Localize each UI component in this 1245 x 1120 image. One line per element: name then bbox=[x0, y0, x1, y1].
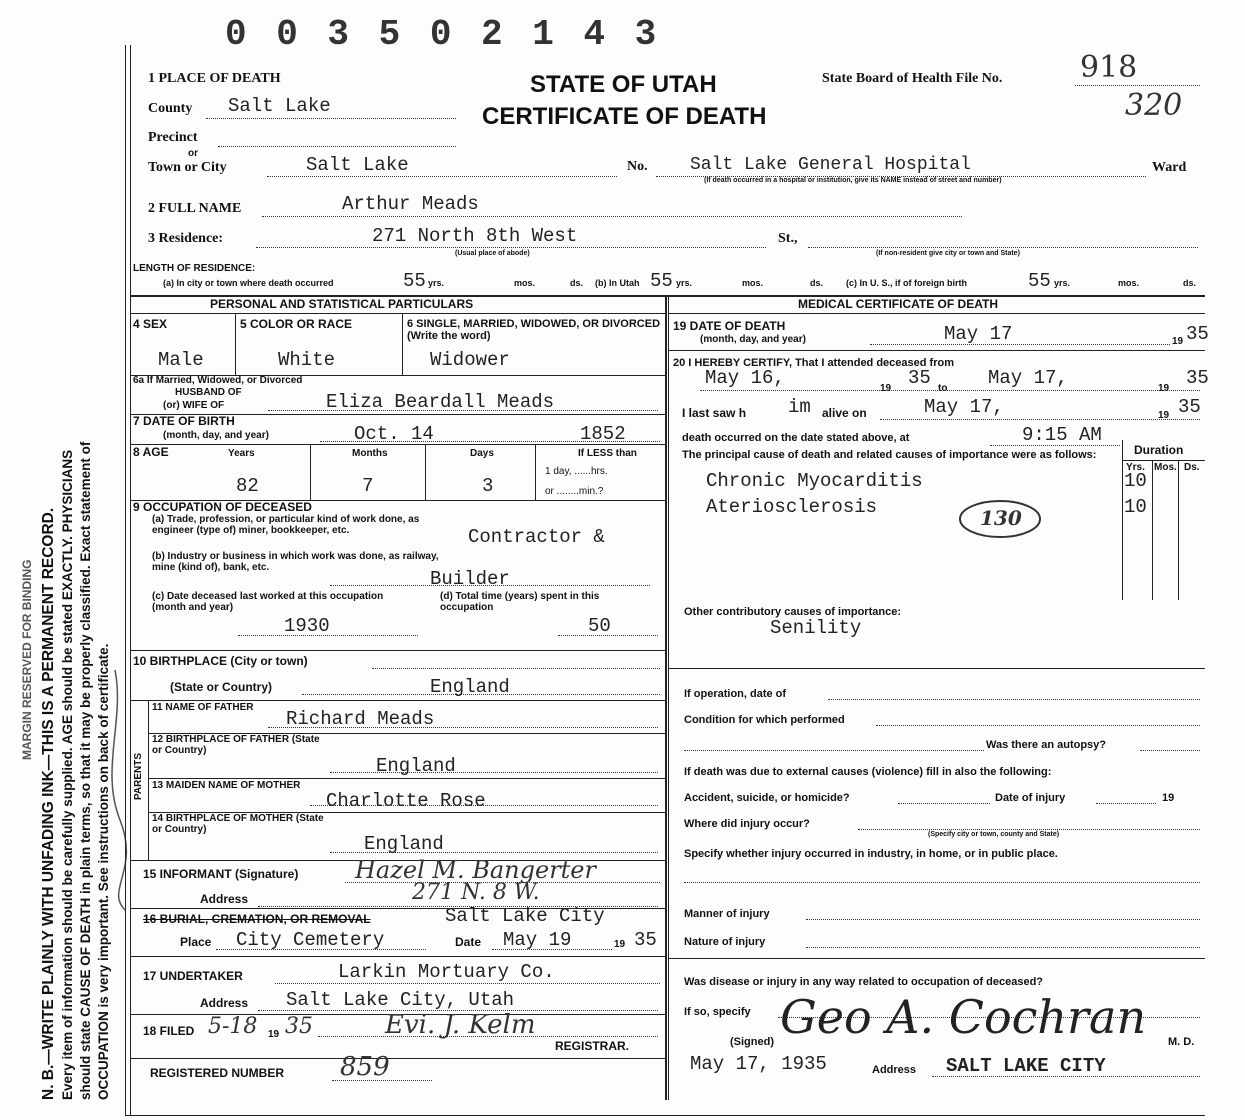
condition-label: Condition for which performed bbox=[684, 714, 845, 726]
last-saw-year: 35 bbox=[1178, 396, 1201, 418]
dod-year-value: 35 bbox=[1186, 323, 1209, 345]
filed-date: 5-18 bbox=[208, 1014, 258, 1039]
burial-label: 16 BURIAL, CREMATION, OR REMOVAL bbox=[143, 912, 371, 926]
age-years: 82 bbox=[236, 475, 259, 497]
informant-address-label: Address bbox=[200, 892, 249, 906]
occ-a-label: (a) Trade, profession, or particular kind of work done, as engineer (type of) miner, bookkeeper, etc. bbox=[152, 514, 420, 536]
attended-to-year: 35 bbox=[1186, 367, 1209, 389]
serial-number: 0 0 3 5 0 2 1 4 3 bbox=[225, 14, 661, 55]
duration-mos-label: Mos. bbox=[1154, 462, 1177, 473]
spouse-label-2: HUSBAND OF bbox=[175, 387, 242, 398]
occ-d-value: 50 bbox=[588, 615, 611, 637]
to-label: to bbox=[938, 383, 948, 394]
age-years-label: Years bbox=[228, 448, 255, 459]
or-label: or bbox=[188, 148, 198, 159]
county-label: County bbox=[148, 101, 193, 116]
occ-d-label: (d) Total time (years) spent in this occupation bbox=[440, 591, 600, 613]
residence-value: 271 North 8th West bbox=[372, 225, 578, 247]
less-than-label: If LESS than bbox=[578, 448, 637, 459]
occ-b-value: Builder bbox=[430, 568, 510, 590]
father-birthplace-label: 12 BIRTHPLACE OF FATHER (State or Country) bbox=[152, 734, 320, 756]
cause-1: Chronic Myocarditis bbox=[706, 470, 923, 492]
state-country-label: (State or Country) bbox=[170, 680, 272, 694]
burial-date-value: May 19 bbox=[503, 929, 572, 951]
autopsy-label: Was there an autopsy? bbox=[986, 739, 1107, 751]
last-saw-him: im bbox=[788, 396, 811, 418]
age-days: 3 bbox=[482, 475, 494, 497]
age-days-label: Days bbox=[470, 448, 494, 459]
death-time: 9:15 AM bbox=[1022, 424, 1102, 446]
hrs-label: 1 day, ......hrs. bbox=[545, 466, 608, 477]
date-of-death-sublabel: (month, day, and year) bbox=[700, 334, 806, 345]
marital-value: Widower bbox=[430, 349, 510, 371]
last-saw-date: May 17, bbox=[924, 396, 1004, 418]
burial-year-value: 35 bbox=[634, 929, 657, 951]
color-value: White bbox=[278, 349, 336, 371]
date-of-death-label: 19 DATE OF DEATH bbox=[673, 319, 786, 333]
certify-label: 20 I HEREBY CERTIFY, That I attended deceased from bbox=[673, 357, 954, 369]
disease-related-label: Was disease or injury in any way related to occupation of deceased? bbox=[684, 976, 1044, 988]
cause-code: 130 bbox=[980, 506, 1022, 530]
file-number: 918 bbox=[1080, 50, 1138, 85]
attended-from-year: 35 bbox=[908, 367, 931, 389]
signed-date: May 17, 1935 bbox=[690, 1053, 827, 1075]
margin-notes bbox=[0, 0, 125, 1120]
dob-year: 1852 bbox=[580, 423, 626, 445]
filed-label: 18 FILED bbox=[143, 1024, 195, 1038]
age-months-label: Months bbox=[352, 448, 388, 459]
margin-scribble bbox=[95, 660, 135, 920]
margin-line-4: OCCUPATION is very important. See instructions on back of certificate. bbox=[96, 643, 111, 1100]
physician-address: SALT LAKE CITY bbox=[946, 1055, 1106, 1077]
margin-line-3: should state CAUSE OF DEATH in plain terms, so that it may be properly classified. Exact statement of bbox=[78, 441, 93, 1100]
operation-label: If operation, date of bbox=[684, 688, 787, 700]
registered-number: 859 bbox=[340, 1052, 390, 1082]
where-label: Where did injury occur? bbox=[684, 818, 810, 830]
birthplace-value: England bbox=[430, 676, 510, 698]
injury-year-label: 19 bbox=[1162, 792, 1175, 804]
occ-a-value: Contractor & bbox=[468, 526, 605, 548]
cause-2: Ateriosclerosis bbox=[706, 496, 878, 518]
dob-label-2: (month, day, and year) bbox=[163, 430, 269, 441]
town-city-label: Town or City bbox=[148, 160, 227, 175]
dob-label-1: 7 DATE OF BIRTH bbox=[133, 414, 235, 428]
mother-value: Charlotte Rose bbox=[326, 790, 486, 812]
length-b-value: 55 bbox=[650, 270, 673, 292]
dob-month-day: Oct. 14 bbox=[354, 423, 434, 445]
marital-label: 6 SINGLE, MARRIED, WIDOWED, OR DIVORCED (Write the word) bbox=[407, 318, 661, 342]
mother-birthplace-label: 14 BIRTHPLACE OF MOTHER (State or Country) bbox=[152, 813, 324, 835]
contributory-value: Senility bbox=[770, 617, 862, 639]
injury-date-label: Date of injury bbox=[995, 792, 1066, 804]
death-certificate: N. B.—WRITE PLAINLY WITH UNFADING INK—THIS IS A PERMANENT RECORD. Every item of information should be carefully supplied. AGE should be stated EXACTLY. PHYSICIANS should state CAUSE OF DEATH in plain terms, so that it may be properly classified. Exact statement of OCCUPATION is very important. See instructions on back of certificate. MARGIN RESERVED FOR BINDING 0 0 3 5 0 2 1 4 3 STATE OF UTAH CERTIFICATE OF DEATH State Board of Health File No. 918 320 1 PLACE OF DEATH County Salt Lake Precinct or Town or City Salt Lake No. Salt Lake General Hospital Ward (If death occurred in a hospital or institution, give its NAME instead of street and number) 2 FULL NAME Arthur Meads 3 Residence: 271 North 8th West (Usual place of abode) St., (If non-resident give city or town and State) LENGTH OF RESIDENCE: (a) In city or town where death occurred 55 yrs. mos. ds. (b) In Utah 55 yrs. mos. ds. (c) In U. S., if of foreign birth 55 yrs. mos. ds. PERSONAL AND STATISTICAL PARTICULARS MEDICAL CERTIFICATE OF DEATH 4 SEX 5 COLOR OR RACE 6 SINGLE, MARRIED, WIDOWED, OR DIVORCED (Write the word) Male White Widower 6a If Married, Widowed, or Divorced HUSBAND OF (or) WIFE OF Eliza Beardall Meads 7 DATE OF BIRTH (month, day, and year) Oct. 14 1852 8 AGE Years Months Days If LESS than 1 day, ......hrs. or ........min.? 82 7 3 9 OCCUPATION OF DECEASED (a) Trade, profession, or particular kind of work done, as engineer (type of) miner, bookkeeper, etc. Contractor & (b) Industry or business in which work was done, as railway, mine (kind of), bank, etc. Builder (c) Date deceased last worked at this occupation (month and year) 1930 (d) Total time (years) spent in this occupation 50 10 BIRTHPLACE (City or town) (State or Country) England PARENTS 11 NAME OF FATHER Richard Meads 12 BIRTHPLACE OF FATHER (State or Country) England 13 MAIDEN NAME OF MOTHER Charlotte Rose 14 BIRTHPLACE OF MOTHER (State or Country) England 15 INFORMANT (Signature) Hazel M. Bangerter Address 271 N. 8 W. 16 BURIAL, CREMATION, OR REMOVAL Salt Lake City Place City Cemetery Date May 19 19 35 17 UNDERTAKER Larkin Mortuary Co. Address Salt Lake City, Utah 18 FILED 5-18 19 35 Evi. J. Kelm REGISTRAR. REGISTERED NUMBER 859 19 DATE OF DEATH (month, day, and year) May 17 19 35 20 I HEREBY CERTIFY, That I attended deceased from May 16, 19 35 to May 17, 19 35 I last saw h im alive on May 17, 19 35 death occurred on the date stated above, at 9:15 AM The principal cause of death and related causes of importance were as follows: Duration Yrs. Mos. Ds. Chronic Myocarditis 10 Ateriosclerosis 10 130 Other contributory causes of importance: Senility If operation, date of Condition for which performed Was there an autopsy? If death was due to external causes (violence) fill in also the following: Accident, suicide, or homicide? Date of injury 19 Where did injury occur? (Specify city or town, county and State) Specify whether injury occurred in industry, in home, or in public place. Manner of injury Nature of injury Was disease or injury in any way related to occupation of deceased? If so, specify Geo A. Cochran (Signed) M. D. May 17, 1935 Address SALT LAKE CITY bbox=[0, 0, 1245, 1120]
length-residence-label: LENGTH OF RESIDENCE: bbox=[133, 263, 256, 274]
undertaker-address: Salt Lake City, Utah bbox=[286, 989, 515, 1011]
alive-on-label: alive on bbox=[822, 406, 867, 420]
medical-header: MEDICAL CERTIFICATE OF DEATH bbox=[798, 297, 998, 311]
burial-year-prefix: 19 bbox=[614, 939, 626, 950]
informant-address: 271 N. 8 W. bbox=[412, 880, 540, 905]
registered-number-label: REGISTERED NUMBER bbox=[150, 1066, 285, 1080]
certificate-title: CERTIFICATE OF DEATH bbox=[482, 103, 767, 130]
burial-value: Salt Lake City bbox=[445, 905, 605, 927]
informant-signature: Hazel M. Bangerter bbox=[355, 856, 596, 884]
dod-year-prefix: 19 bbox=[1172, 336, 1184, 347]
informant-label: 15 INFORMANT (Signature) bbox=[143, 867, 299, 881]
father-birthplace-value: England bbox=[376, 755, 456, 777]
age-months: 7 bbox=[362, 475, 374, 497]
cause-2-years: 10 bbox=[1124, 496, 1147, 518]
no-label: No. bbox=[627, 159, 648, 174]
length-a-value: 55 bbox=[403, 270, 426, 292]
color-label: 5 COLOR OR RACE bbox=[240, 317, 353, 331]
burial-place-label: Place bbox=[180, 935, 212, 949]
undertaker-address-label: Address bbox=[200, 996, 249, 1010]
file-number-label: State Board of Health File No. bbox=[822, 71, 1003, 86]
street-label: St., bbox=[778, 231, 798, 246]
length-a-label: (a) In city or town where death occurred bbox=[163, 278, 334, 288]
father-label: 11 NAME OF FATHER bbox=[152, 702, 254, 713]
filed-year: 35 bbox=[285, 1014, 313, 1039]
margin-line-2: Every item of information should be carefully supplied. AGE should be stated EXACTLY. PHYSICIANS bbox=[60, 449, 75, 1100]
attended-from: May 16, bbox=[705, 367, 785, 389]
undertaker-value: Larkin Mortuary Co. bbox=[338, 961, 555, 983]
duration-label: Duration bbox=[1134, 443, 1184, 457]
personal-header: PERSONAL AND STATISTICAL PARTICULARS bbox=[210, 297, 474, 311]
if-so-label: If so, specify bbox=[684, 1006, 751, 1018]
duration-ds-label: Ds. bbox=[1184, 462, 1200, 473]
spouse-label-3: (or) WIFE OF bbox=[163, 400, 225, 411]
cause-1-years: 10 bbox=[1124, 470, 1147, 492]
ward-label: Ward bbox=[1152, 160, 1187, 175]
duration-yrs-label: Yrs. bbox=[1126, 462, 1145, 473]
occ-c-value: 1930 bbox=[284, 615, 330, 637]
burial-place-value: City Cemetery bbox=[236, 929, 385, 951]
city-value: Salt Lake bbox=[306, 154, 409, 176]
physician-signature: Geo A. Cochran bbox=[780, 990, 1147, 1044]
external-causes-label: If death was due to external causes (violence) fill in also the following: bbox=[684, 766, 1052, 778]
county-value: Salt Lake bbox=[228, 95, 331, 117]
hospital-note: (If death occurred in a hospital or institution, give its NAME instead of street and number) bbox=[704, 177, 1002, 184]
birthplace-label: 10 BIRTHPLACE (City or town) bbox=[133, 654, 308, 668]
nonresident-note: (If non-resident give city or town and State) bbox=[876, 250, 1020, 257]
place-of-death-label: 1 PLACE OF DEATH bbox=[148, 71, 281, 86]
length-b-label: (b) In Utah bbox=[595, 278, 640, 288]
principal-cause-label: The principal cause of death and related causes of importance were as follows: bbox=[682, 449, 1097, 461]
where-note: (Specify city or town, county and State) bbox=[928, 831, 1060, 838]
occupation-label: 9 OCCUPATION OF DECEASED bbox=[133, 500, 312, 514]
accident-label: Accident, suicide, or homicide? bbox=[684, 792, 850, 804]
nature-label: Nature of injury bbox=[684, 936, 766, 948]
hospital-value: Salt Lake General Hospital bbox=[690, 155, 971, 175]
sex-value: Male bbox=[158, 349, 204, 371]
local-number: 320 bbox=[1125, 88, 1183, 123]
burial-date-label: Date bbox=[455, 935, 482, 949]
margin-line-1: N. B.—WRITE PLAINLY WITH UNFADING INK—THIS IS A PERMANENT RECORD. bbox=[40, 507, 57, 1100]
residence-label: 3 Residence: bbox=[148, 231, 224, 246]
min-label: or ........min.? bbox=[545, 486, 604, 497]
filed-year-prefix: 19 bbox=[268, 1029, 280, 1040]
length-c-label: (c) In U. S., if of foreign birth bbox=[846, 278, 967, 288]
address-label: Address bbox=[872, 1064, 917, 1076]
specify-label: Specify whether injury occurred in industry, in home, or in public place. bbox=[684, 848, 1058, 860]
signed-label: (Signed) bbox=[730, 1036, 774, 1048]
date-of-death-value: May 17 bbox=[944, 323, 1013, 345]
registrar-label: REGISTRAR. bbox=[555, 1039, 630, 1053]
last-saw-label: I last saw h bbox=[682, 406, 747, 420]
contributory-label: Other contributory causes of importance: bbox=[684, 606, 901, 618]
registrar-signature: Evi. J. Kelm bbox=[385, 1010, 536, 1040]
state-title: STATE OF UTAH bbox=[530, 71, 717, 98]
undertaker-label: 17 UNDERTAKER bbox=[143, 969, 243, 983]
length-c-value: 55 bbox=[1028, 270, 1051, 292]
precinct-label: Precinct bbox=[148, 130, 198, 145]
mother-birthplace-value: England bbox=[364, 833, 444, 855]
spouse-label-1: 6a If Married, Widowed, or Divorced bbox=[133, 375, 303, 386]
parents-label: PARENTS bbox=[133, 752, 144, 800]
margin-binding-note: MARGIN RESERVED FOR BINDING bbox=[20, 559, 34, 760]
manner-label: Manner of injury bbox=[684, 908, 770, 920]
occ-b-label: (b) Industry or business in which work was done, as railway, mine (kind of), bank, etc. bbox=[152, 551, 439, 573]
md-label: M. D. bbox=[1168, 1036, 1195, 1048]
spouse-value: Eliza Beardall Meads bbox=[326, 391, 555, 413]
occ-c-label: (c) Date deceased last worked at this occupation (month and year) bbox=[152, 591, 384, 613]
death-occurred-label: death occurred on the date stated above, at bbox=[682, 432, 910, 444]
father-value: Richard Meads bbox=[286, 708, 435, 730]
sex-label: 4 SEX bbox=[133, 317, 168, 331]
full-name-label: 2 FULL NAME bbox=[148, 201, 242, 216]
mother-label: 13 MAIDEN NAME OF MOTHER bbox=[152, 780, 301, 791]
attended-to: May 17, bbox=[988, 367, 1068, 389]
usual-abode-note: (Usual place of abode) bbox=[455, 250, 530, 257]
age-label: 8 AGE bbox=[133, 445, 169, 459]
full-name-value: Arthur Meads bbox=[342, 193, 479, 215]
